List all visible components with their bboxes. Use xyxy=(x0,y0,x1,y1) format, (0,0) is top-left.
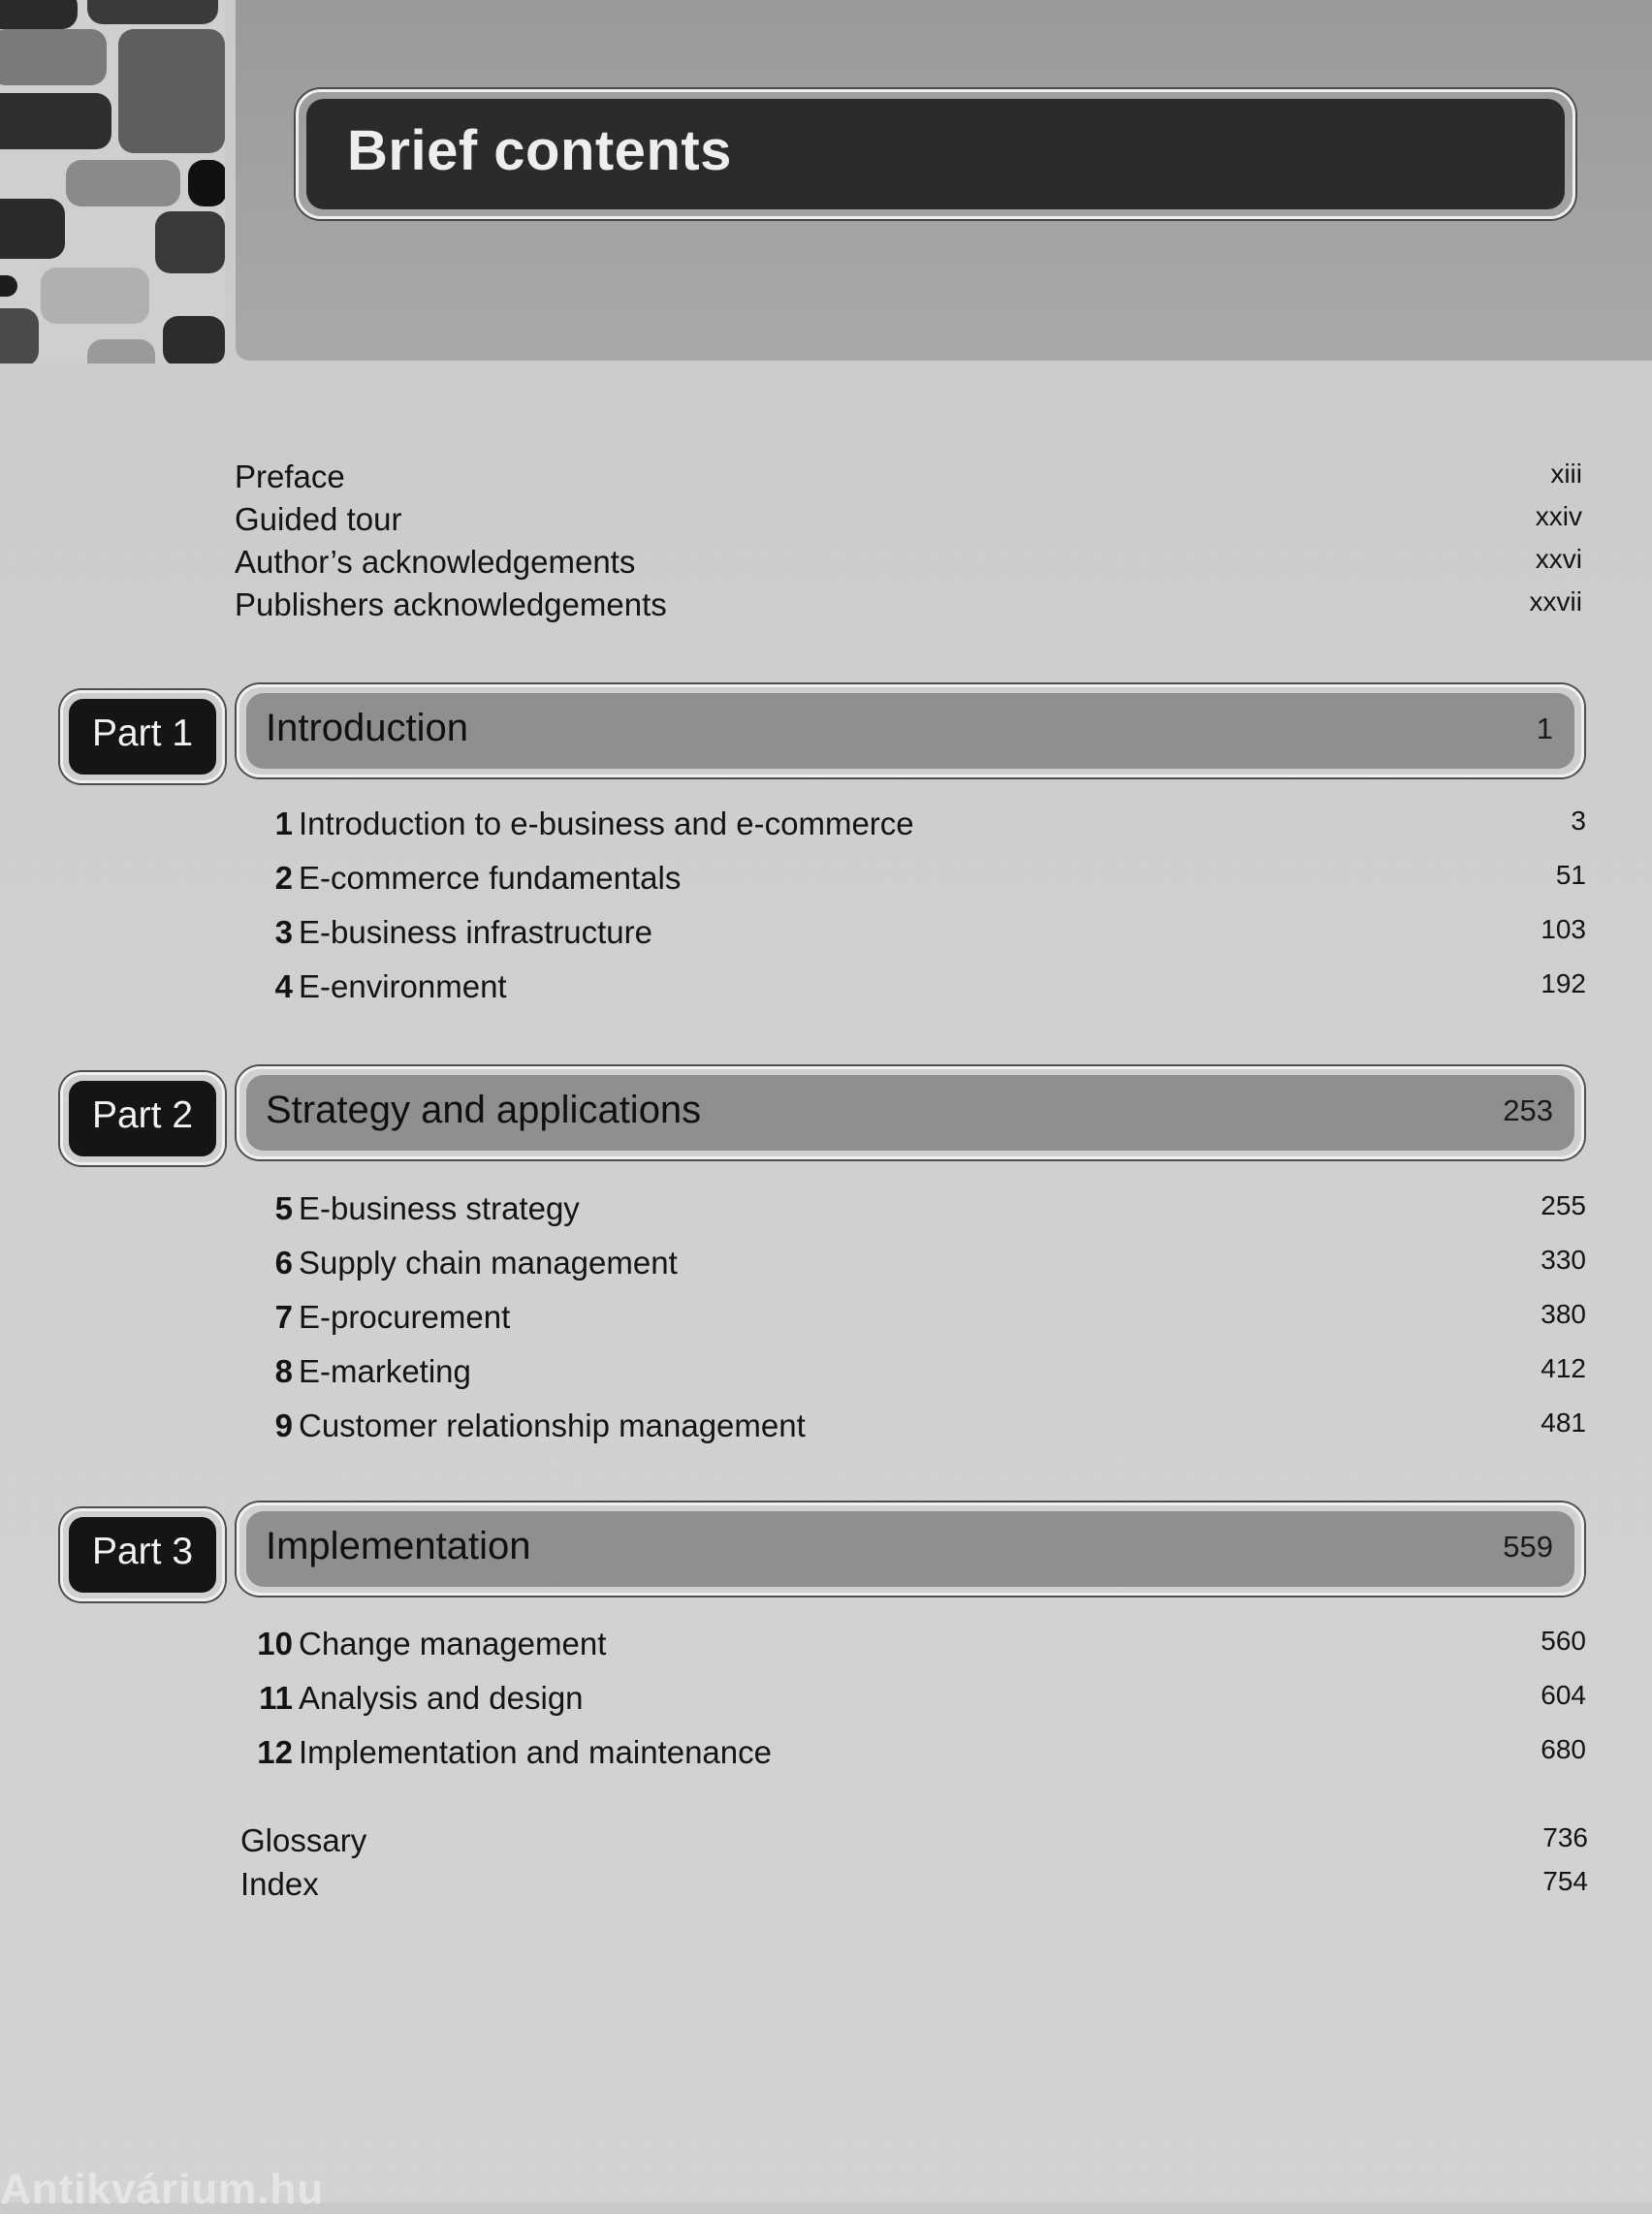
chapter-title: Analysis and design xyxy=(299,1680,584,1716)
chapter-number: 4 xyxy=(274,968,293,1004)
entry-page: xiii xyxy=(1550,459,1582,489)
entry-label: Author’s acknowledgements xyxy=(235,544,636,580)
chapter-row[interactable] xyxy=(248,914,1586,959)
part-2-tab xyxy=(60,1072,225,1165)
entry-label: Preface xyxy=(235,459,345,494)
chapter-number: 12 xyxy=(257,1734,293,1770)
chapter-number: 1 xyxy=(274,806,293,841)
chapter-title: E-business infrastructure xyxy=(299,914,652,950)
chapter-row[interactable] xyxy=(248,860,1586,904)
chapter-page: 680 xyxy=(1541,1734,1586,1764)
entry-label: Publishers acknowledgements xyxy=(235,586,667,622)
chapter-title: E-procurement xyxy=(299,1299,511,1335)
part-label: Part 2 xyxy=(69,1081,216,1156)
part-bar xyxy=(246,1511,1574,1587)
speech-bubble-decoration xyxy=(0,0,225,364)
chapter-page: 51 xyxy=(1555,860,1586,890)
entry-page: 736 xyxy=(1542,1822,1588,1852)
part-3-header[interactable] xyxy=(237,1502,1584,1596)
toc-entry-glossary[interactable] xyxy=(240,1822,1588,1865)
entry-page: xxvi xyxy=(1535,544,1582,574)
chapter-title: Introduction to e-business and e-commerce xyxy=(299,806,914,841)
part-label: Part 1 xyxy=(69,699,216,775)
part-page: 253 xyxy=(1503,1093,1553,1127)
chapter-number: 2 xyxy=(274,860,293,896)
chapter-row[interactable] xyxy=(248,1190,1586,1235)
part-1-header[interactable] xyxy=(237,684,1584,777)
chapter-title: E-environment xyxy=(299,968,507,1004)
chapter-row[interactable] xyxy=(248,968,1586,1013)
chapter-title: Supply chain management xyxy=(299,1245,678,1281)
chapter-title: Change management xyxy=(299,1626,607,1661)
entry-label: Guided tour xyxy=(235,501,402,537)
chapter-number: 6 xyxy=(274,1245,293,1281)
title-banner xyxy=(296,89,1575,219)
entry-label: Index xyxy=(240,1866,319,1902)
chapter-page: 255 xyxy=(1541,1190,1586,1220)
chapter-page: 560 xyxy=(1541,1626,1586,1656)
chapter-row[interactable] xyxy=(248,1299,1586,1344)
watermark: Antikvárium.hu xyxy=(0,2166,325,2213)
chapter-number: 10 xyxy=(257,1626,293,1661)
title-bar xyxy=(306,99,1565,209)
entry-page: xxvii xyxy=(1529,586,1582,617)
toc-entry-publishers-acknowledgements[interactable] xyxy=(235,586,1582,629)
entry-page: xxiv xyxy=(1535,501,1582,531)
toc-entry-guided-tour[interactable] xyxy=(235,501,1582,544)
chapter-row[interactable] xyxy=(248,1245,1586,1289)
chapter-title: Customer relationship management xyxy=(299,1407,806,1443)
chapter-page: 103 xyxy=(1541,914,1586,944)
part-title: Implementation xyxy=(266,1525,531,1567)
chapter-row[interactable] xyxy=(248,1734,1586,1779)
part-2-header[interactable] xyxy=(237,1066,1584,1159)
chapter-number: 9 xyxy=(274,1407,293,1443)
part-label: Part 3 xyxy=(69,1517,216,1593)
chapter-page: 192 xyxy=(1541,968,1586,998)
chapter-page: 380 xyxy=(1541,1299,1586,1329)
chapter-row[interactable] xyxy=(248,806,1586,850)
chapter-number: 8 xyxy=(274,1353,293,1389)
part-title: Strategy and applications xyxy=(266,1089,702,1131)
chapter-title: E-commerce fundamentals xyxy=(299,860,682,896)
chapter-page: 330 xyxy=(1541,1245,1586,1275)
chapter-row[interactable] xyxy=(248,1353,1586,1398)
chapter-page: 3 xyxy=(1571,806,1586,836)
entry-label: Glossary xyxy=(240,1822,367,1858)
chapter-page: 412 xyxy=(1541,1353,1586,1383)
part-title: Introduction xyxy=(266,707,469,749)
chapter-number: 7 xyxy=(274,1299,293,1335)
chapter-row[interactable] xyxy=(248,1407,1586,1452)
part-3-tab xyxy=(60,1508,225,1601)
page-title: Brief contents xyxy=(347,119,732,182)
toc-entry-preface[interactable] xyxy=(235,459,1582,501)
chapter-title: E-marketing xyxy=(299,1353,471,1389)
part-bar xyxy=(246,693,1574,769)
part-bar xyxy=(246,1075,1574,1151)
chapter-title: E-business strategy xyxy=(299,1190,580,1226)
part-1-tab xyxy=(60,690,225,783)
chapter-page: 481 xyxy=(1541,1407,1586,1438)
entry-page: 754 xyxy=(1542,1866,1588,1896)
chapter-row[interactable] xyxy=(248,1680,1586,1724)
chapter-number: 5 xyxy=(274,1190,293,1226)
toc-entry-authors-acknowledgements[interactable] xyxy=(235,544,1582,586)
chapter-title: Implementation and maintenance xyxy=(299,1734,772,1770)
chapter-number: 11 xyxy=(259,1680,293,1716)
chapter-row[interactable] xyxy=(248,1626,1586,1670)
part-page: 1 xyxy=(1536,712,1553,745)
chapter-page: 604 xyxy=(1541,1680,1586,1710)
toc-entry-index[interactable] xyxy=(240,1866,1588,1909)
chapter-number: 3 xyxy=(274,914,293,950)
part-page: 559 xyxy=(1503,1530,1553,1564)
